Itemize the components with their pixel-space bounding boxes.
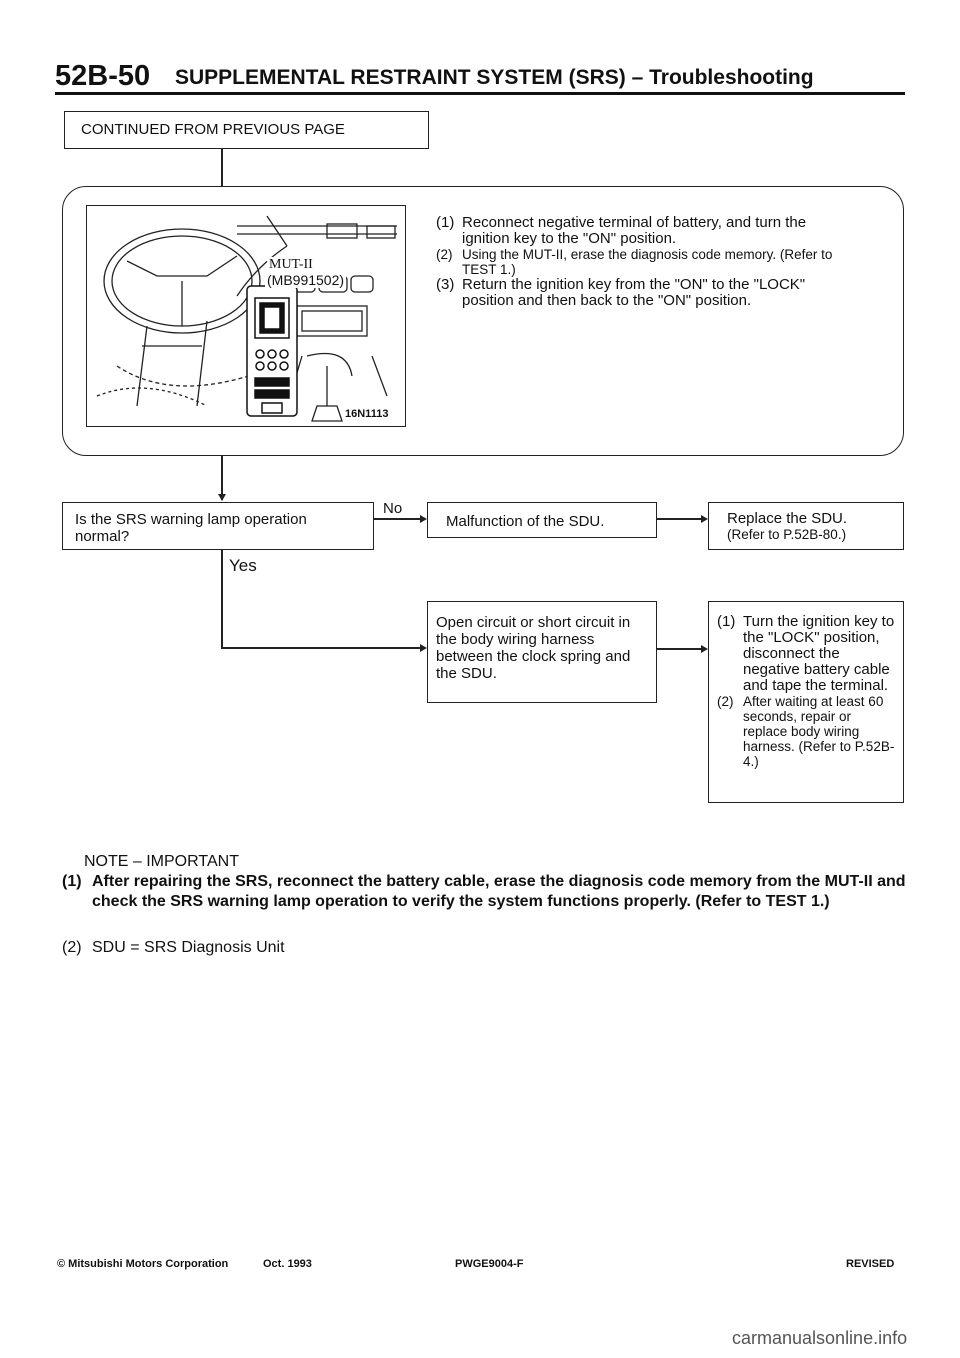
flow-arrow [701,645,708,653]
figure-frame [86,205,406,427]
note-item-2: (2) SDU = SRS Diagnosis Unit [62,939,285,956]
page-header [55,62,905,95]
flow-arrow [420,515,427,523]
replace-box [708,502,904,550]
figure-id: 16N1113 [345,408,389,420]
open-circuit-text: Open circuit or short circuit in the body wiring harness between the clock spring and the SDU. [436,614,631,682]
footer-status: REVISED [846,1258,895,1270]
action-box [708,601,904,803]
mut-ii-connection-illustration [87,206,405,426]
malfunction-text: Malfunction of the SDU. [446,513,605,530]
connector-line [221,550,223,648]
yes-label: Yes [229,556,257,575]
action-step: (1) Turn the ignition key to the "LOCK" position, disconnect the negative battery cable and tape the terminal. [717,613,895,694]
tool-label-part: (MB991502) [267,272,345,288]
mut-ii-tester [247,286,297,416]
continued-label: CONTINUED FROM PREVIOUS PAGE [81,121,345,138]
page-title: SUPPLEMENTAL RESTRAINT SYSTEM (SRS) – Troubleshooting [175,66,814,89]
open-circuit-box [427,601,657,703]
question-box [62,502,374,550]
footer-copyright: © Mitsubishi Motors Corporation [57,1258,229,1270]
flow-arrow [420,644,427,652]
note-item-1: (1) After repairing the SRS, reconnect the battery cable, erase the diagnosis code memory from the MUT-II and check the SRS warning lamp operation to verify the system functions properly. (Refer to TEST 1.) [62,873,906,910]
action-step: (2) After waiting at least 60 seconds, repair or replace body wiring harness. (Refer to P.52B-4.) [717,694,895,769]
flow-arrow [218,494,226,501]
footer-code: PWGE9004-F [455,1258,524,1270]
replace-ref: (Refer to P.52B-80.) [727,527,847,542]
connector-line [221,647,423,649]
question-text: Is the SRS warning lamp operation normal? [75,511,307,545]
action-steps [717,614,899,769]
procedure-step: (3) Return the ignition key from the "ON" to the "LOCK" position and then back to the "ON" position. [436,276,806,309]
note-heading: NOTE – IMPORTANT [84,853,239,870]
continued-box [64,111,429,149]
connector-line [657,648,703,650]
replace-text: Replace the SDU. [727,510,848,527]
page-number: 52B-50 [55,60,151,92]
procedure-steps [436,215,846,309]
footer-date: Oct. 1993 [263,1258,312,1270]
procedure-step: (2) Using the MUT-II, erase the diagnosis code memory. (Refer to TEST 1.) [436,247,833,277]
no-label: No [383,500,403,517]
connector-line [221,149,223,187]
connector-line [374,518,422,520]
connector-line [657,518,703,520]
watermark: carmanualsonline.info [732,1328,908,1348]
procedure-step: (1) Reconnect negative terminal of battery, and turn the ignition key to the "ON" position. [436,214,807,247]
tool-label-name: MUT-II [269,257,313,272]
flow-arrow [701,515,708,523]
malfunction-box [427,502,657,538]
